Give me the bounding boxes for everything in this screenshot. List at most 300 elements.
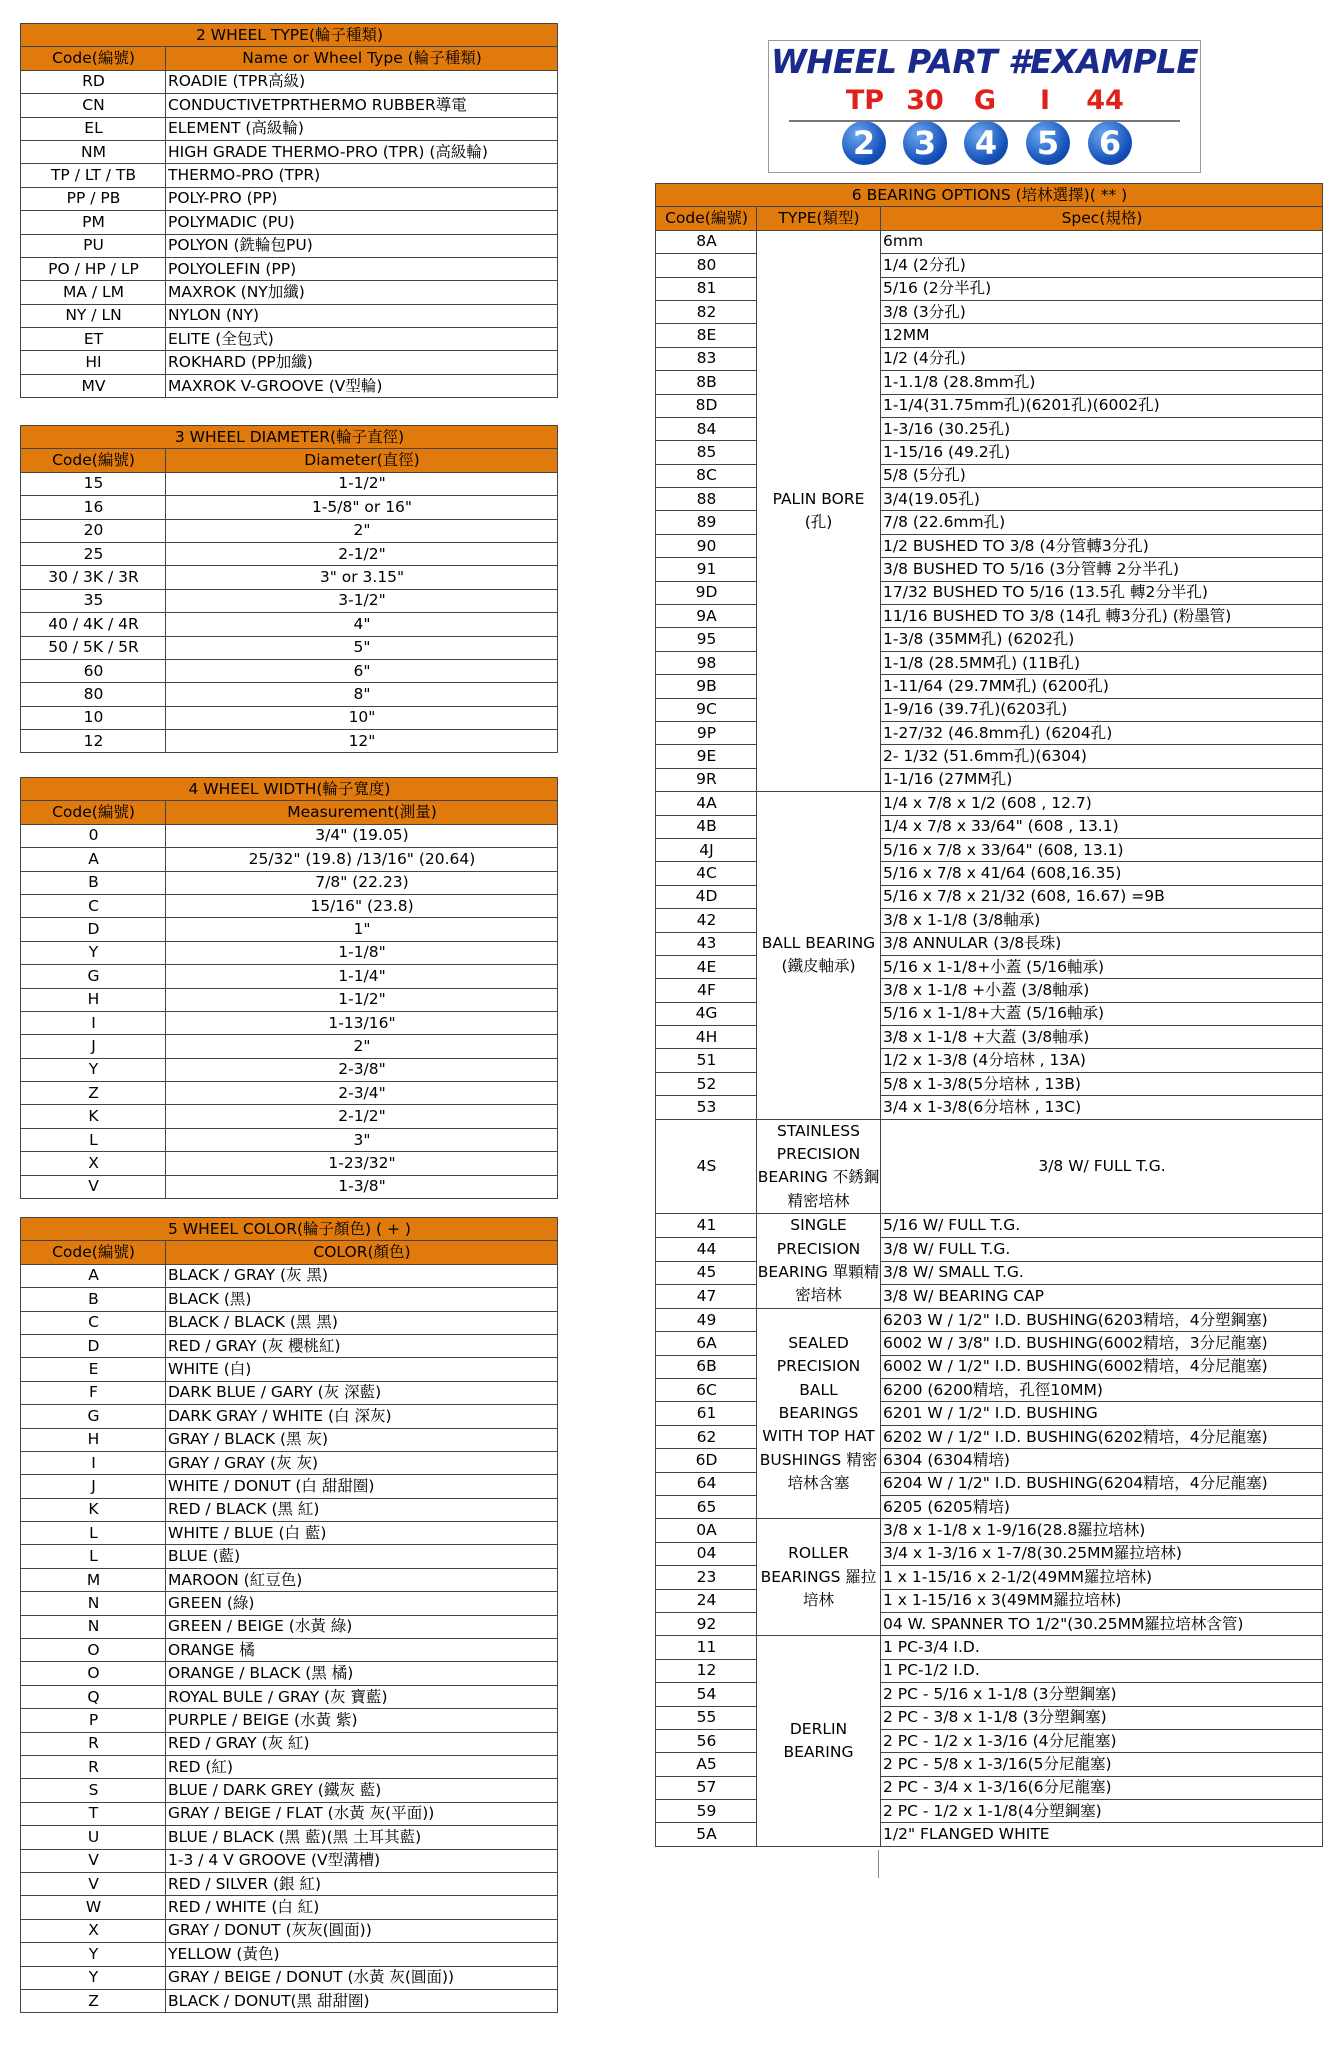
row-value: 3" (166, 1128, 558, 1151)
column-header-code: Code(編號) (21, 47, 166, 70)
table-row (656, 1683, 1323, 1706)
table-row (656, 1659, 1323, 1682)
row-code: Q (21, 1685, 166, 1708)
table-row (656, 464, 1323, 487)
row-code: 20 (21, 519, 166, 542)
row-code: O (21, 1662, 166, 1685)
row-code: 4E (656, 955, 757, 978)
row-code: B (21, 1288, 166, 1311)
row-code: 0 (21, 824, 166, 847)
row-code: CN (21, 94, 166, 117)
row-code: 4G (656, 1002, 757, 1025)
row-code: N (21, 1592, 166, 1615)
row-spec: 6204 W / 1/2" I.D. BUSHING(6204精培，4分尼龍塞) (881, 1472, 1323, 1495)
row-code: PM (21, 211, 166, 234)
row-code: H (21, 1428, 166, 1451)
row-code: F (21, 1381, 166, 1404)
row-code: 9A (656, 605, 757, 628)
row-value: CONDUCTIVETPRTHERMO RUBBER導電 (166, 94, 558, 117)
row-spec: 3/4(19.05孔) (881, 488, 1323, 511)
row-code: V (21, 1849, 166, 1872)
wheel-part-example-logo (768, 40, 1201, 173)
row-code: X (21, 1152, 166, 1175)
row-code: I (21, 1011, 166, 1034)
row-code: 65 (656, 1496, 757, 1519)
column-header-type: TYPE(類型) (757, 207, 881, 230)
row-value: POLYOLEFIN (PP) (166, 257, 558, 280)
table-row (656, 885, 1323, 908)
row-spec: 6200 (6200精培，孔徑10MM) (881, 1379, 1323, 1402)
table-row (656, 1542, 1323, 1565)
table-row (21, 257, 558, 280)
table-row (21, 472, 558, 495)
row-code: EL (21, 117, 166, 140)
table-row (656, 1214, 1323, 1238)
table-title-row (21, 426, 558, 449)
table-row (21, 894, 558, 917)
row-code: 6A (656, 1332, 757, 1355)
row-code: 4D (656, 885, 757, 908)
row-code: 8C (656, 464, 757, 487)
row-spec: 7/8 (22.6mm孔) (881, 511, 1323, 534)
row-code: 45 (656, 1261, 757, 1285)
row-value: RED / GRAY (灰 櫻桃紅) (166, 1334, 558, 1357)
table-row (21, 1568, 558, 1591)
row-code: J (21, 1475, 166, 1498)
table-row (21, 140, 558, 163)
table-row (656, 698, 1323, 721)
row-spec: 3/8 W/ FULL T.G. (881, 1237, 1323, 1261)
table-row (21, 589, 558, 612)
row-value: DARK GRAY / WHITE (白 深灰) (166, 1405, 558, 1428)
row-spec: 1-3/8 (35MM孔) (6202孔) (881, 628, 1323, 651)
column-header-spec: Spec(規格) (881, 207, 1323, 230)
table-row (656, 1729, 1323, 1752)
row-value: ELEMENT (高級輪) (166, 117, 558, 140)
row-spec: 5/16 x 1-1/8+小蓋 (5/16軸承) (881, 955, 1323, 978)
row-value: WHITE (白) (166, 1358, 558, 1381)
table-row (656, 1261, 1323, 1285)
table-row (21, 1802, 558, 1825)
row-code: 15 (21, 472, 166, 495)
table-title: 4 WHEEL WIDTH(輪子寬度) (21, 778, 558, 801)
column-header-code: Code(編號) (656, 207, 757, 230)
row-code: 80 (656, 254, 757, 277)
row-value: POLYON (銑輪包PU) (166, 234, 558, 257)
row-code: HI (21, 351, 166, 374)
row-code: 8B (656, 371, 757, 394)
row-value: 2-3/8" (166, 1058, 558, 1081)
row-spec: 1/2" FLANGED WHITE (881, 1823, 1323, 1846)
row-code: 60 (21, 659, 166, 682)
row-code: 51 (656, 1049, 757, 1072)
row-value: 1-5/8" or 16" (166, 496, 558, 519)
row-code: X (21, 1919, 166, 1942)
row-value: 1-1/2" (166, 472, 558, 495)
row-code: L (21, 1522, 166, 1545)
wheel-color-table (20, 1217, 558, 2013)
row-spec: 5/16 x 7/8 x 21/32 (608, 16.67) =9B (881, 885, 1323, 908)
row-value: RED / GRAY (灰 紅) (166, 1732, 558, 1755)
row-value: GRAY / GRAY (灰 灰) (166, 1451, 558, 1474)
column-header-code: Code(編號) (21, 801, 166, 824)
table-row (656, 1589, 1323, 1612)
row-code: B (21, 871, 166, 894)
row-spec: 1/2 BUSHED TO 3/8 (4分管轉3分孔) (881, 534, 1323, 557)
row-code: 84 (656, 417, 757, 440)
row-code: 57 (656, 1776, 757, 1799)
row-code: S (21, 1779, 166, 1802)
row-value: RED (紅) (166, 1755, 558, 1778)
table-row (656, 1425, 1323, 1448)
row-spec: 3/8 W/ SMALL T.G. (881, 1261, 1323, 1285)
row-code: 50 / 5K / 5R (21, 636, 166, 659)
row-code: 9C (656, 698, 757, 721)
table-row (656, 534, 1323, 557)
row-code: J (21, 1035, 166, 1058)
row-code: 80 (21, 683, 166, 706)
row-code: C (21, 894, 166, 917)
column-header-value: Name or Wheel Type (輪子種類) (166, 47, 558, 70)
row-code: 8A (656, 230, 757, 253)
table-row (656, 1096, 1323, 1119)
row-value: YELLOW (黃色) (166, 1943, 558, 1966)
table-header-row (21, 47, 558, 70)
table-row (656, 1049, 1323, 1072)
row-spec: 2 PC - 5/8 x 1-3/16(5分尼龍塞) (881, 1753, 1323, 1776)
bearing-type: DERLIN BEARING (757, 1636, 881, 1847)
table-row (656, 488, 1323, 511)
table-title-row (21, 24, 558, 47)
row-code: 47 (656, 1285, 757, 1309)
row-code: H (21, 988, 166, 1011)
table-row (656, 1472, 1323, 1495)
row-spec: 1-3/16 (30.25孔) (881, 417, 1323, 440)
row-spec: 6002 W / 3/8" I.D. BUSHING(6002精培，3分尼龍塞) (881, 1332, 1323, 1355)
bearing-type: PALIN BORE (孔) (757, 230, 881, 791)
row-code: PO / HP / LP (21, 257, 166, 280)
row-code: RD (21, 70, 166, 93)
row-code: 62 (656, 1425, 757, 1448)
table-row (21, 1779, 558, 1802)
row-code: M (21, 1568, 166, 1591)
row-code: 92 (656, 1612, 757, 1635)
row-code: 8E (656, 324, 757, 347)
row-value: 4" (166, 613, 558, 636)
row-code: P (21, 1709, 166, 1732)
example-code: I (1039, 85, 1051, 116)
example-code: G (973, 85, 997, 116)
row-spec: 1/2 x 1-3/8 (4分培林 , 13A) (881, 1049, 1323, 1072)
table-row (21, 1152, 558, 1175)
table-row (21, 1128, 558, 1151)
row-code: MA / LM (21, 281, 166, 304)
row-spec: 3/8 ANNULAR (3/8長珠) (881, 932, 1323, 955)
table-row (21, 871, 558, 894)
row-code: 04 (656, 1542, 757, 1565)
row-spec: 6203 W / 1/2" I.D. BUSHING(6203精培，4分塑鋼塞) (881, 1308, 1323, 1331)
row-value: 1-1/8" (166, 941, 558, 964)
table-row (21, 542, 558, 565)
row-value: MAXROK (NY加纖) (166, 281, 558, 304)
table-row (21, 70, 558, 93)
row-value: 2" (166, 1035, 558, 1058)
table-row (656, 347, 1323, 370)
row-code: 40 / 4K / 4R (21, 613, 166, 636)
row-code: D (21, 1334, 166, 1357)
table-title: 3 WHEEL DIAMETER(輪子直徑) (21, 426, 558, 449)
row-code: 59 (656, 1800, 757, 1823)
row-code: N (21, 1615, 166, 1638)
table-row (21, 566, 558, 589)
row-value: 2-1/2" (166, 542, 558, 565)
row-spec: 3/8 x 1-1/8 +大蓋 (3/8軸承) (881, 1026, 1323, 1049)
row-value: ROYAL BULE / GRAY (灰 寶藍) (166, 1685, 558, 1708)
table-row (656, 277, 1323, 300)
row-value: BLACK (黑) (166, 1288, 558, 1311)
row-code: 81 (656, 277, 757, 300)
table-row (21, 1989, 558, 2012)
table-title: 2 WHEEL TYPE(輪子種類) (21, 24, 558, 47)
bearing-type: STAINLESS PRECISION BEARING 不銹鋼精密培林 (757, 1119, 881, 1214)
row-value: 1" (166, 918, 558, 941)
table-row (21, 1685, 558, 1708)
row-value: ROKHARD (PP加纖) (166, 351, 558, 374)
table-row (21, 706, 558, 729)
row-value: 5" (166, 636, 558, 659)
row-code: 4F (656, 979, 757, 1002)
table-row (21, 1849, 558, 1872)
table-row (21, 1288, 558, 1311)
table-row (656, 1566, 1323, 1589)
row-code: 0A (656, 1519, 757, 1542)
row-value: 1-3 / 4 V GROOVE (V型溝槽) (166, 1849, 558, 1872)
table-row (656, 230, 1323, 253)
table-row (21, 1264, 558, 1287)
row-value: 3/4" (19.05) (166, 824, 558, 847)
table-row (656, 1308, 1323, 1331)
table-row (656, 909, 1323, 932)
row-code: L (21, 1128, 166, 1151)
row-spec: 2- 1/32 (51.6mm孔)(6304) (881, 745, 1323, 768)
row-code: A5 (656, 1753, 757, 1776)
row-code: 98 (656, 651, 757, 674)
row-value: 8" (166, 683, 558, 706)
row-code: 4H (656, 1026, 757, 1049)
row-spec: 3/8 x 1-1/8 (3/8軸承) (881, 909, 1323, 932)
table-header-row (21, 1241, 558, 1264)
table-row (656, 1800, 1323, 1823)
row-code: 83 (656, 347, 757, 370)
row-code: 88 (656, 488, 757, 511)
table-row (656, 1706, 1323, 1729)
table-row (656, 300, 1323, 323)
row-code: 23 (656, 1566, 757, 1589)
table-row (21, 1919, 558, 1942)
row-code: 4S (656, 1119, 757, 1214)
table-row (656, 511, 1323, 534)
table-row (656, 745, 1323, 768)
row-code: 4A (656, 792, 757, 815)
table-row (21, 1872, 558, 1895)
column-header-code: Code(編號) (21, 449, 166, 472)
table-row (656, 1026, 1323, 1049)
row-code: U (21, 1826, 166, 1849)
row-value: BLUE / BLACK (黑 藍)(黑 土耳其藍) (166, 1826, 558, 1849)
table-title: 5 WHEEL COLOR(輪子顏色) ( + ) (21, 1218, 558, 1241)
row-spec: 2 PC - 3/4 x 1-3/16(6分尼龍塞) (881, 1776, 1323, 1799)
row-spec: 1/4 (2分孔) (881, 254, 1323, 277)
row-code: E (21, 1358, 166, 1381)
example-code: TP (845, 85, 885, 116)
row-code: 35 (21, 589, 166, 612)
table-row (21, 1639, 558, 1662)
row-code: 9R (656, 768, 757, 791)
row-spec: 1-1/16 (27MM孔) (881, 768, 1323, 791)
table-row (656, 1823, 1323, 1846)
row-code: 9B (656, 675, 757, 698)
table-row (21, 965, 558, 988)
row-code: 8D (656, 394, 757, 417)
bearing-type: ROLLER BEARINGS 羅拉培林 (757, 1519, 881, 1636)
row-code: 11 (656, 1636, 757, 1659)
table-row (21, 1175, 558, 1198)
table-row (21, 1966, 558, 1989)
table-row (21, 613, 558, 636)
row-value: 6" (166, 659, 558, 682)
row-value: RED / BLACK (黑 紅) (166, 1498, 558, 1521)
table-row (21, 1405, 558, 1428)
row-value: DARK BLUE / GARY (灰 深藍) (166, 1381, 558, 1404)
table-row (21, 636, 558, 659)
table-row (656, 1237, 1323, 1261)
bearing-type: SEALED PRECISION BALL BEARINGS WITH TOP HAT BUSHINGS 精密培林含塞 (757, 1308, 881, 1519)
row-spec: 1/2 (4分孔) (881, 347, 1323, 370)
row-value: THERMO-PRO (TPR) (166, 164, 558, 187)
table-row (656, 558, 1323, 581)
row-value: 7/8" (22.23) (166, 871, 558, 894)
table-row (21, 824, 558, 847)
row-value: 25/32" (19.8) /13/16" (20.64) (166, 848, 558, 871)
row-code: 82 (656, 300, 757, 323)
row-code: A (21, 1264, 166, 1287)
position-number-badge: 5 (1026, 121, 1070, 165)
row-code: D (21, 918, 166, 941)
table-row (21, 1451, 558, 1474)
table-title-row (656, 184, 1323, 207)
row-value: NYLON (NY) (166, 304, 558, 327)
row-spec: 5/16 x 7/8 x 41/64 (608,16.35) (881, 862, 1323, 885)
row-value: ROADIE (TPR高級) (166, 70, 558, 93)
row-code: W (21, 1896, 166, 1919)
row-value: 10" (166, 706, 558, 729)
table-row (21, 1709, 558, 1732)
table-row (656, 441, 1323, 464)
table-title-row (21, 778, 558, 801)
row-spec: 1 PC-3/4 I.D. (881, 1636, 1323, 1659)
row-spec: 3/4 x 1-3/16 x 1-7/8(30.25MM羅拉培林) (881, 1542, 1323, 1565)
table-row (656, 1379, 1323, 1402)
table-row (21, 117, 558, 140)
row-value: MAROON (紅豆色) (166, 1568, 558, 1591)
row-value: HIGH GRADE THERMO-PRO (TPR) (高級輪) (166, 140, 558, 163)
row-spec: 3/8 x 1-1/8 x 1-9/16(28.8羅拉培林) (881, 1519, 1323, 1542)
table-row (656, 815, 1323, 838)
table-row (21, 1615, 558, 1638)
table-row (656, 1002, 1323, 1025)
row-spec: 1-11/64 (29.7MM孔) (6200孔) (881, 675, 1323, 698)
row-value: WHITE / BLUE (白 藍) (166, 1522, 558, 1545)
row-spec: 17/32 BUSHED TO 5/16 (13.5孔 轉2分半孔) (881, 581, 1323, 604)
row-value: ORANGE / BLACK (黑 橘) (166, 1662, 558, 1685)
table-row (656, 394, 1323, 417)
table-row (21, 1662, 558, 1685)
table-title: 6 BEARING OPTIONS (培林選擇)( ** ) (656, 184, 1323, 207)
table-row (656, 721, 1323, 744)
row-spec: 1/4 x 7/8 x 1/2 (608 , 12.7) (881, 792, 1323, 815)
row-code: 24 (656, 1589, 757, 1612)
column-header-value: Diameter(直徑) (166, 449, 558, 472)
table-row (21, 1058, 558, 1081)
row-spec: 1-27/32 (46.8mm孔) (6204孔) (881, 721, 1323, 744)
table-row (21, 683, 558, 706)
table-row (656, 932, 1323, 955)
table-row (21, 94, 558, 117)
table-row (21, 1826, 558, 1849)
row-code: 42 (656, 909, 757, 932)
table-row (21, 496, 558, 519)
row-value: 2-3/4" (166, 1082, 558, 1105)
row-code: 6D (656, 1449, 757, 1472)
row-spec: 1-1.1/8 (28.8mm孔) (881, 371, 1323, 394)
row-code: 54 (656, 1683, 757, 1706)
row-spec: 6304 (6304精培) (881, 1449, 1323, 1472)
table-row (21, 1381, 558, 1404)
row-spec: 2 PC - 5/16 x 1-1/8 (3分塑鋼塞) (881, 1683, 1323, 1706)
table-row (21, 1311, 558, 1334)
row-code: TP / LT / TB (21, 164, 166, 187)
table-row (656, 1285, 1323, 1309)
row-spec: 6202 W / 1/2" I.D. BUSHING(6202精培，4分尼龍塞) (881, 1425, 1323, 1448)
wheel-type-table (20, 23, 558, 398)
bearing-type: BALL BEARING (鐵皮軸承) (757, 792, 881, 1119)
row-code: 10 (21, 706, 166, 729)
row-spec: 3/8 W/ FULL T.G. (881, 1119, 1323, 1214)
row-code: PU (21, 234, 166, 257)
row-code: 49 (656, 1308, 757, 1331)
row-spec: 1/4 x 7/8 x 33/64" (608 , 13.1) (881, 815, 1323, 838)
table-row (656, 417, 1323, 440)
row-code: 41 (656, 1214, 757, 1238)
position-number-badge: 6 (1088, 121, 1132, 165)
row-code: V (21, 1872, 166, 1895)
row-code: 30 / 3K / 3R (21, 566, 166, 589)
row-code: K (21, 1498, 166, 1521)
row-value: RED / WHITE (白 紅) (166, 1896, 558, 1919)
table-row (656, 1449, 1323, 1472)
table-row (21, 1522, 558, 1545)
divider-line (878, 1850, 879, 1878)
table-row (656, 1119, 1323, 1214)
row-value: RED / SILVER (銀 紅) (166, 1872, 558, 1895)
position-number-badge: 4 (964, 121, 1008, 165)
row-code: Y (21, 1966, 166, 1989)
table-row (21, 328, 558, 351)
table-row (21, 1896, 558, 1919)
row-spec: 2 PC - 1/2 x 1-3/16 (4分尼龍塞) (881, 1729, 1323, 1752)
table-row (656, 324, 1323, 347)
row-code: 16 (21, 496, 166, 519)
